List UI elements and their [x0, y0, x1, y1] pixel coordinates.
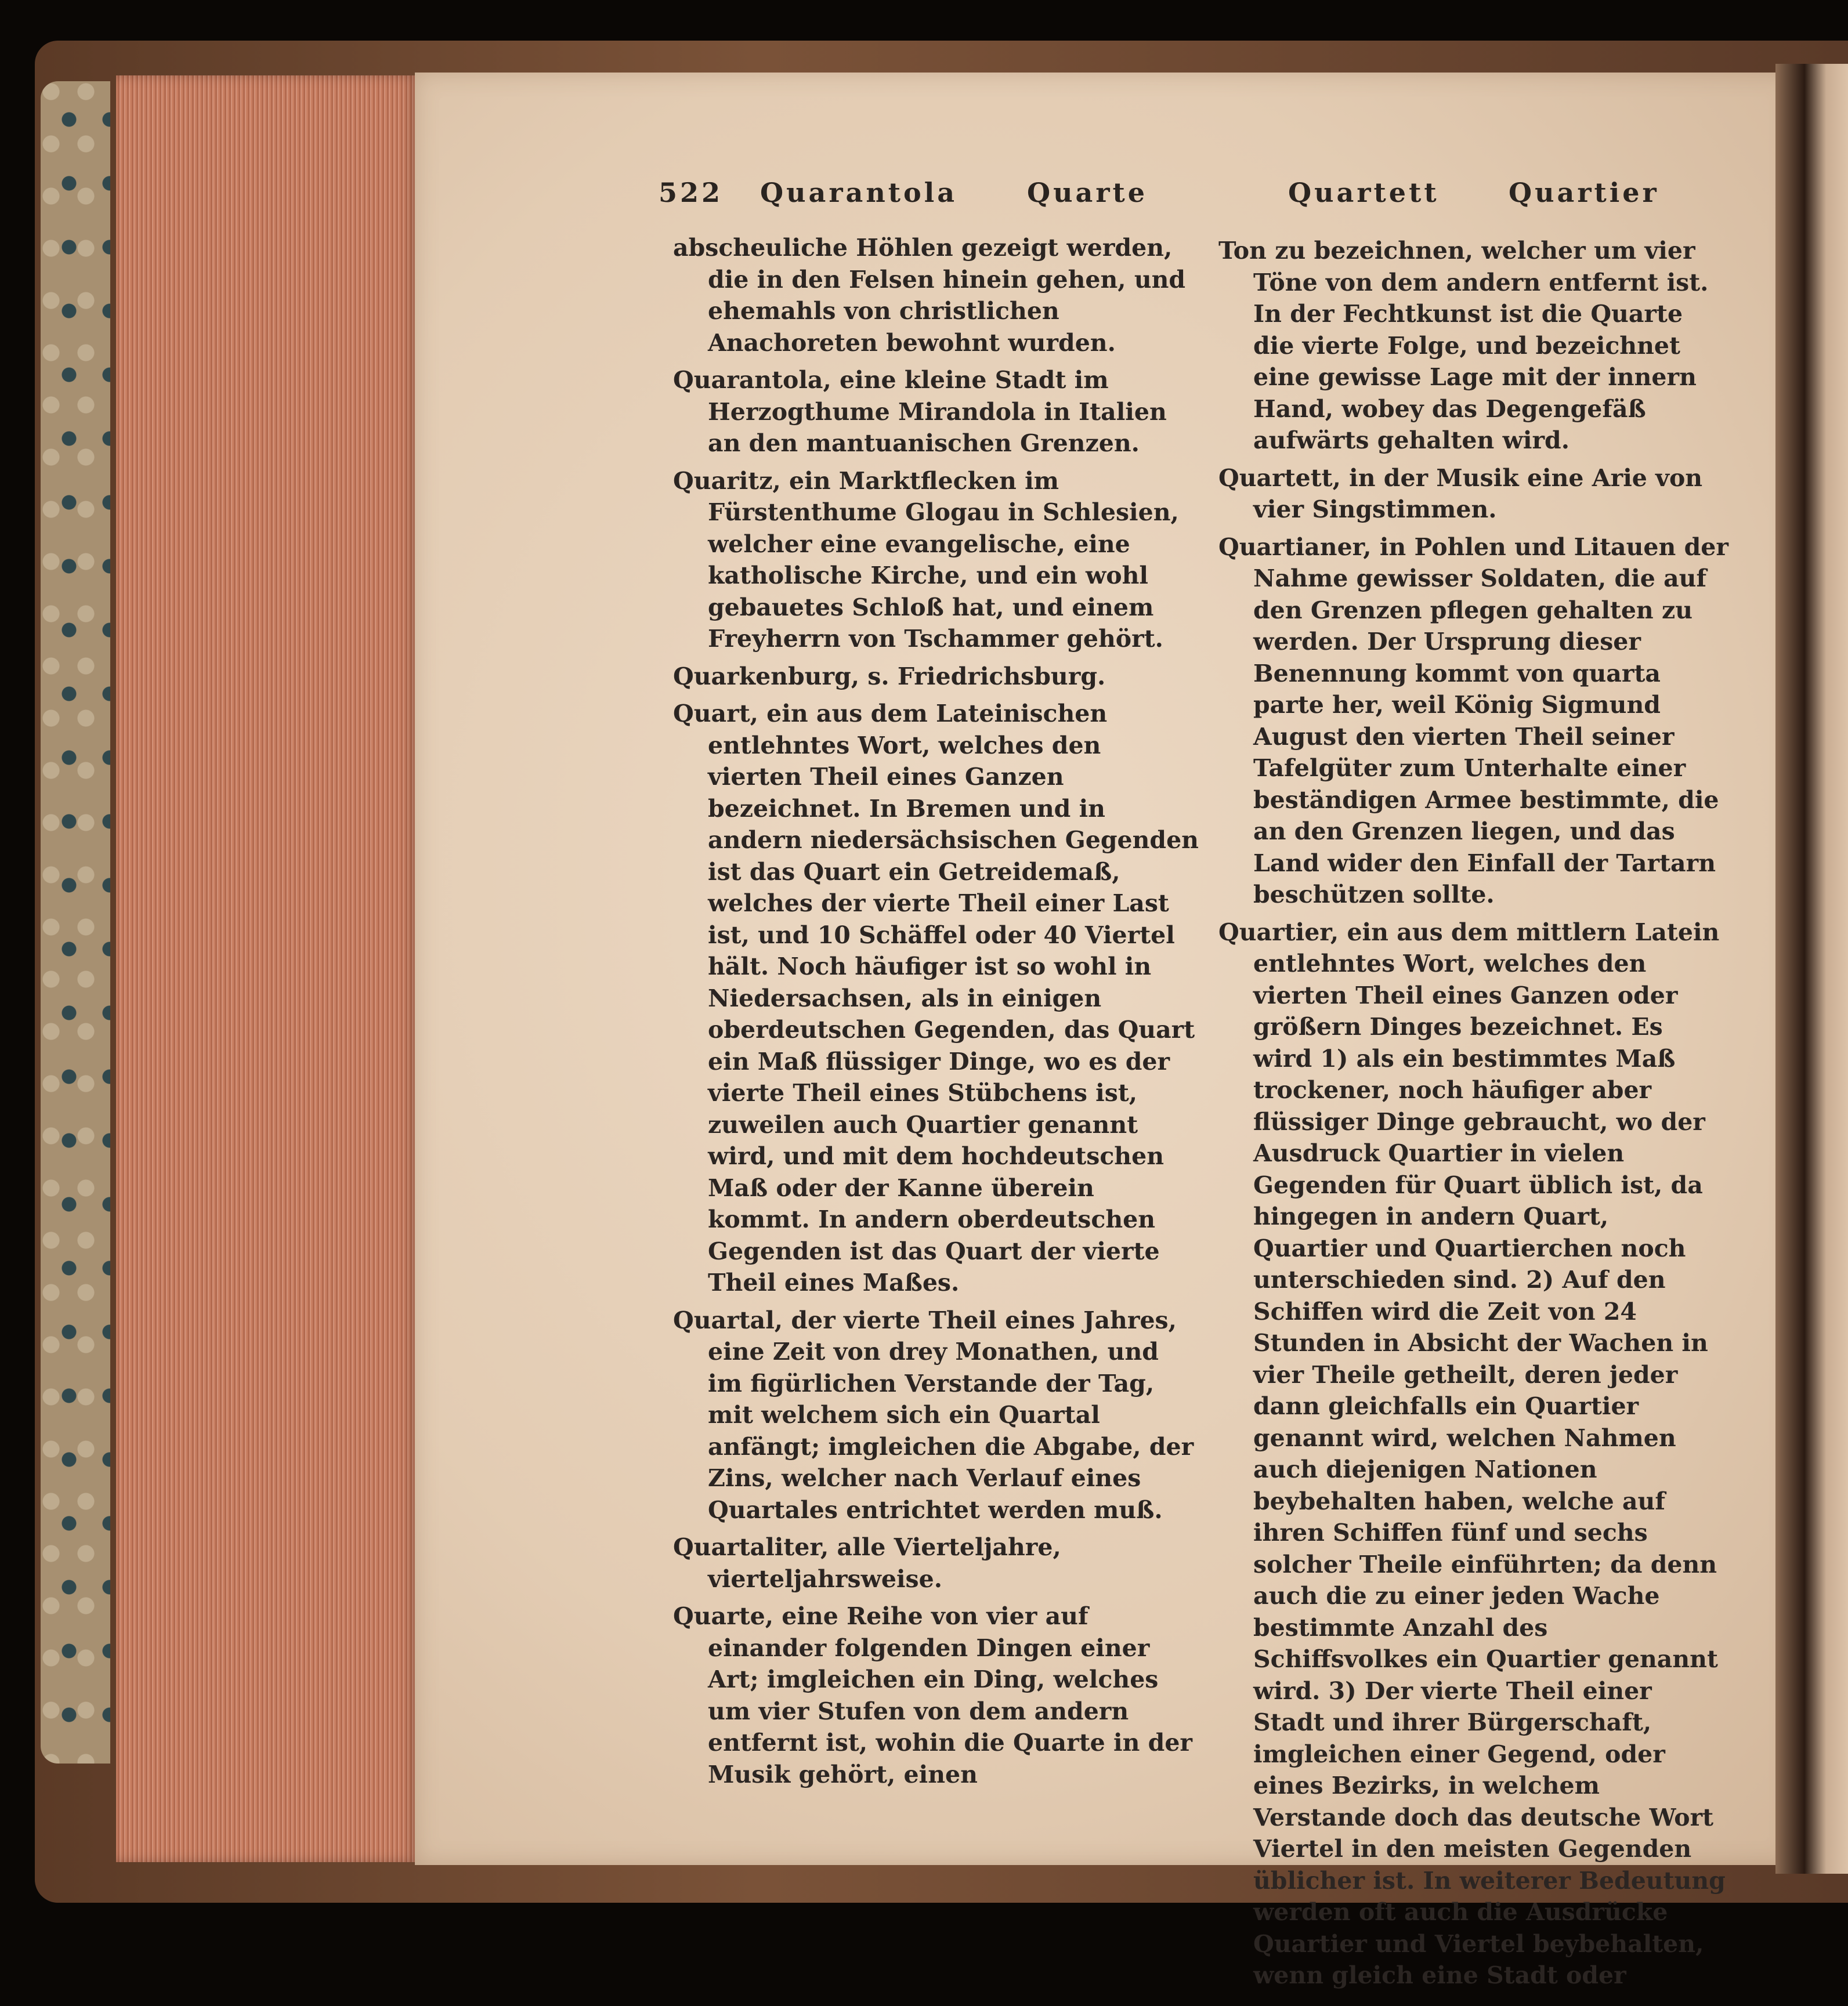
marbled-cover-edge: [41, 81, 110, 1764]
left-column: [673, 232, 1201, 1796]
entry-quart: Quart, ein aus dem Lateinischen entlehntes Wort, welches den vierten Theil eines Ganzen bezeichnet. In Bremen und in andern niedersächsischen Gegenden ist das Quart ein Getreidemaß, welches der vierte Theil einer Last ist, und 10 Schäffel oder 40 Viertel hält. Noch häufiger ist so wohl in Niedersachsen, als in einigen oberdeutschen Gegenden, das Quart ein Maß flüssiger Dinge, wo es der vierte Theil eines Stübchens ist, zuweilen auch Quartier genannt wird, und mit dem hochdeutschen Maß oder der Kanne überein kommt. In andern oberdeutschen Gegenden ist das Quart der vierte Theil eines Maßes.: [673, 700, 1199, 1297]
running-headword-right-2: Quartier: [1509, 177, 1659, 208]
entry-quartianer: Quartianer, in Pohlen und Litauen der Nahme gewisser Soldaten, die auf den Grenzen pflegen gehalten zu werden. Der Ursprung dieser Benennung kommt von quarta parte her, weil König Sigmund August den vierten Theil seiner Tafelgüter zum Unterhalte einer beständigen Armee bestimmte, die an den Grenzen liegen, und das Land wider den Einfall der Tartarn beschützen sollte.: [1218, 533, 1728, 908]
entry-quartaliter: Quartaliter, alle Vierteljahre, vierteljahrsweise.: [673, 1533, 1061, 1593]
entry-quartier: Quartier, ein aus dem mittlern Latein entlehntes Wort, welches den vierten Theil eines Ganzen oder größern Dinges bezeichnet. Es wird 1) als ein bestimmtes Maß trockener, noch häufiger aber flüssiger Dinge gebraucht, wo der Ausdruck Quartier in vielen Gegenden für Quart üblich ist, da hingegen in andern Quart, Quartier und Quartierchen noch unterschieden sind. 2) Auf den Schiffen wird die Zeit von 24 Stunden in Absicht der Wachen in vier Theile getheilt, deren jeder dann gleichfalls ein Quartier genannt wird, welchen Nahmen auch diejenigen Nationen beybehalten haben, welche auf ihren Schiffen fünf und sechs solcher Theile einführten; da denn auch die zu einer jeden Wache bestimmte Anzahl des Schiffsvolkes ein Quartier genannt wird. 3) Der vierte Theil einer Stadt und ihrer Bürgerschaft, imgleichen einer Gegend, oder eines Bezirks, in welchem Verstande doch das deutsche Wort Viertel in den meisten Gegenden üblicher ist. In weiterer Bedeutung werden oft auch die Ausdrücke Quartier und Viertel beybehalten, wenn gleich eine Stadt oder: [1218, 918, 1726, 1989]
right-column: [1218, 235, 1729, 1997]
entry-continuation: abscheuliche Höhlen gezeigt werden, die in den Felsen hinein gehen, und ehemahls von christlichen Anachoreten bewohnt wurden.: [673, 234, 1186, 357]
book-gutter: [1775, 64, 1848, 1874]
running-headword-left-2: Quarte: [1027, 177, 1148, 208]
running-headword-left-1: Quarantola: [760, 177, 958, 208]
entry-quarkenburg: Quarkenburg, s. Friedrichsburg.: [673, 662, 1106, 690]
entry-quartal: Quartal, der vierte Theil eines Jahres, eine Zeit von drey Monathen, und im figürlichen Verstande der Tag, mit welchem sich ein Quartal anfängt; imgleichen die Abgabe, der Zins, welcher nach Verlauf eines Quartales entrichtet werden muß.: [673, 1306, 1194, 1524]
entry-quaritz: Quaritz, ein Marktflecken im Fürstenthume Glogau in Schlesien, welcher eine evangelische, eine katholische Kirche, und ein wohl gebauetes Schloß hat, und einem Freyherrn von Tschammer gehört.: [673, 466, 1179, 653]
running-headword-right-1: Quartett: [1288, 177, 1440, 208]
entry-quarte-continuation: Ton zu bezeichnen, welcher um vier Töne von dem andern entfernt ist. In der Fechtkunst ist die Quarte die vierte Folge, und bezeichnet eine gewisse Lage mit der innern Hand, wobey das Degengefäß aufwärts gehalten wird.: [1218, 237, 1709, 454]
entry-quarantola: Quarantola, eine kleine Stadt im Herzogthume Mirandola in Italien an den mantuanischen Grenzen.: [673, 366, 1167, 457]
page-edges: [116, 75, 418, 1862]
entry-quartett: Quartett, in der Musik eine Arie von vier Singstimmen.: [1218, 464, 1703, 523]
page-number: 522: [659, 177, 724, 208]
entry-quarte: Quarte, eine Reihe von vier auf einander folgenden Dingen einer Art; imgleichen ein Ding, welches um vier Stufen von dem andern entfernt ist, wohin die Quarte in der Musik gehört, einen: [673, 1602, 1193, 1788]
